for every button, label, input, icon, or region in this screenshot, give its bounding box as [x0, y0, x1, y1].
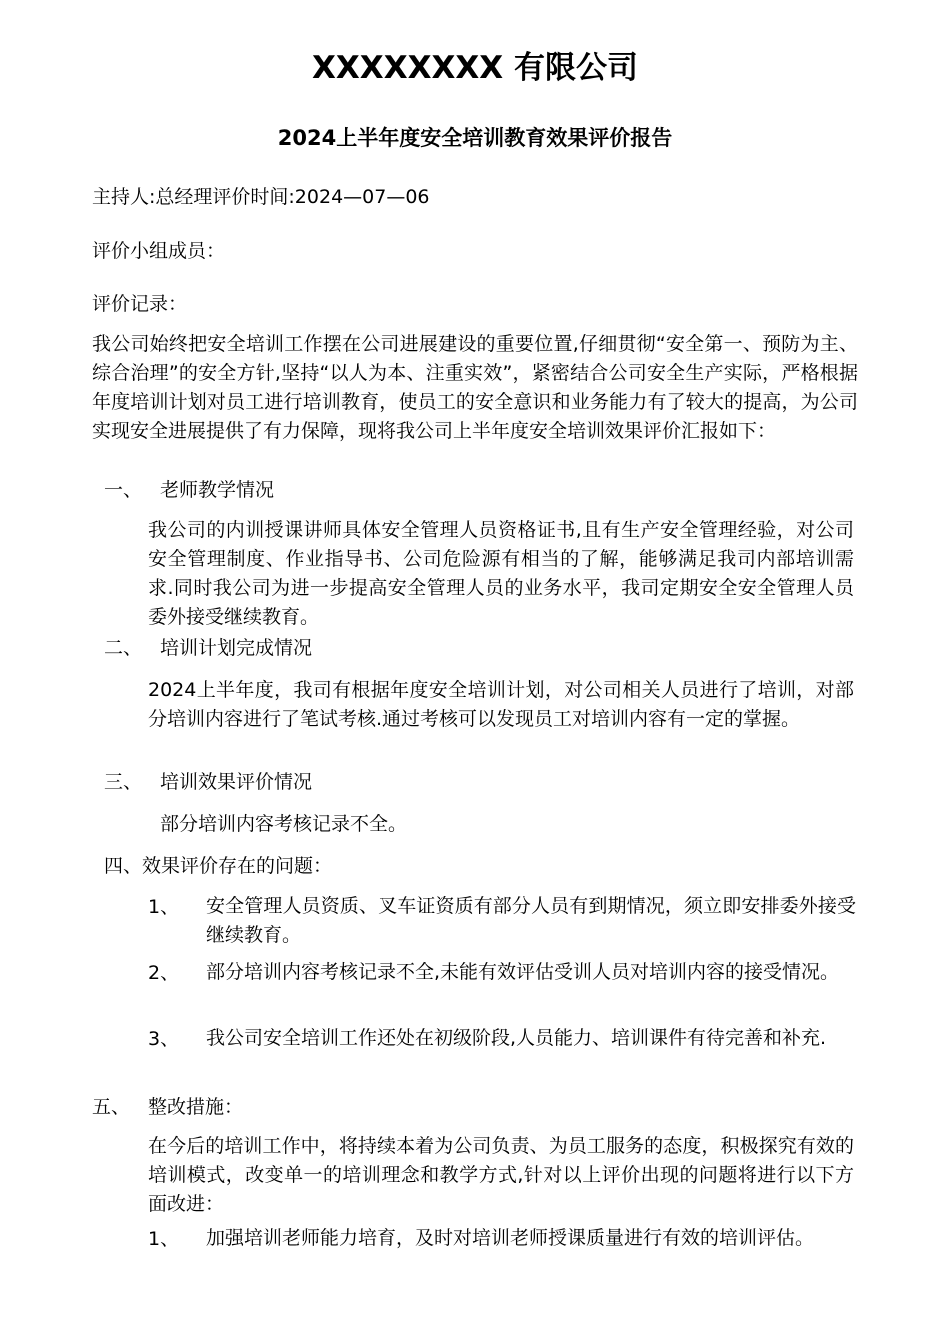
section-4-heading: 四、效果评价存在的问题：	[104, 855, 333, 877]
section-1-body: 我公司的内训授课讲师具体安全管理人员资格证书,且有生产安全管理经验，对公司安全管理制度、作业指导书、公司危险源有相当的了解，能够满足我司内部培训需求.同时我公司为进一步提高安全管理人员的业务水平，我司定期安全安全管理人员委外接受继续教育。	[148, 519, 854, 628]
section-4-item-2-number: 2、	[148, 962, 180, 984]
section-4-item-1-number: 1、	[148, 896, 180, 918]
section-5-item-1-text: 加强培训老师能力培育，及时对培训老师授课质量进行有效的培训评估。	[206, 1227, 815, 1249]
record-label: 评价记录：	[92, 293, 188, 315]
report-title: 2024上半年度安全培训教育效果评价报告	[277, 126, 673, 150]
section-2-number: 二、	[104, 637, 143, 659]
section-1-heading: 老师教学情况	[160, 479, 275, 501]
section-4-item-3-text: 我公司安全培训工作还处在初级阶段,人员能力、培训课件有待完善和补充.	[206, 1027, 827, 1049]
section-2-heading: 培训计划完成情况	[160, 637, 313, 659]
section-5-item-1-number: 1、	[148, 1228, 180, 1250]
section-3-heading: 培训效果评价情况	[160, 771, 313, 793]
intro-paragraph: 我公司始终把安全培训工作摆在公司进展建设的重要位置,仔细贯彻“安全第一、预防为主、综合治理”的安全方针,坚持“以人为本、注重实效”，紧密结合公司安全生产实际，严格根据年度培训计划对员工进行培训教育，使员工的安全意识和业务能力有了较大的提高，为公司实现安全进展提供了有力保障，现将我公司上半年度安全培训效果评价汇报如下：	[92, 333, 858, 442]
section-4-item-2-text: 部分培训内容考核记录不全,未能有效评估受训人员对培训内容的接受情况。	[206, 961, 840, 983]
members-label: 评价小组成员：	[92, 240, 226, 262]
section-2-body: 2024上半年度，我司有根据年度安全培训计划，对公司相关人员进行了培训，对部分培训内容进行了笔试考核.通过考核可以发现员工对培训内容有一定的掌握。	[148, 679, 854, 730]
company-title: XXXXXXXX 有限公司	[312, 50, 638, 86]
section-4-item-3-number: 3、	[148, 1028, 180, 1050]
section-3-body: 部分培训内容考核记录不全。	[160, 813, 408, 835]
section-5-heading: 整改措施：	[148, 1096, 244, 1118]
section-3-number: 三、	[104, 771, 143, 793]
section-5-number: 五、	[92, 1096, 131, 1118]
section-4-item-1-text: 安全管理人员资质、叉车证资质有部分人员有到期情况，须立即安排委外接受继续教育。	[206, 895, 856, 946]
host-line: 主持人:总经理评价时间:2024—07—06	[92, 186, 430, 208]
section-5-body: 在今后的培训工作中，将持续本着为公司负责、为员工服务的态度，积极探究有效的培训模式，改变单一的培训理念和教学方式,针对以上评价出现的问题将进行以下方面改进：	[148, 1135, 854, 1215]
section-1-number: 一、	[104, 479, 143, 501]
